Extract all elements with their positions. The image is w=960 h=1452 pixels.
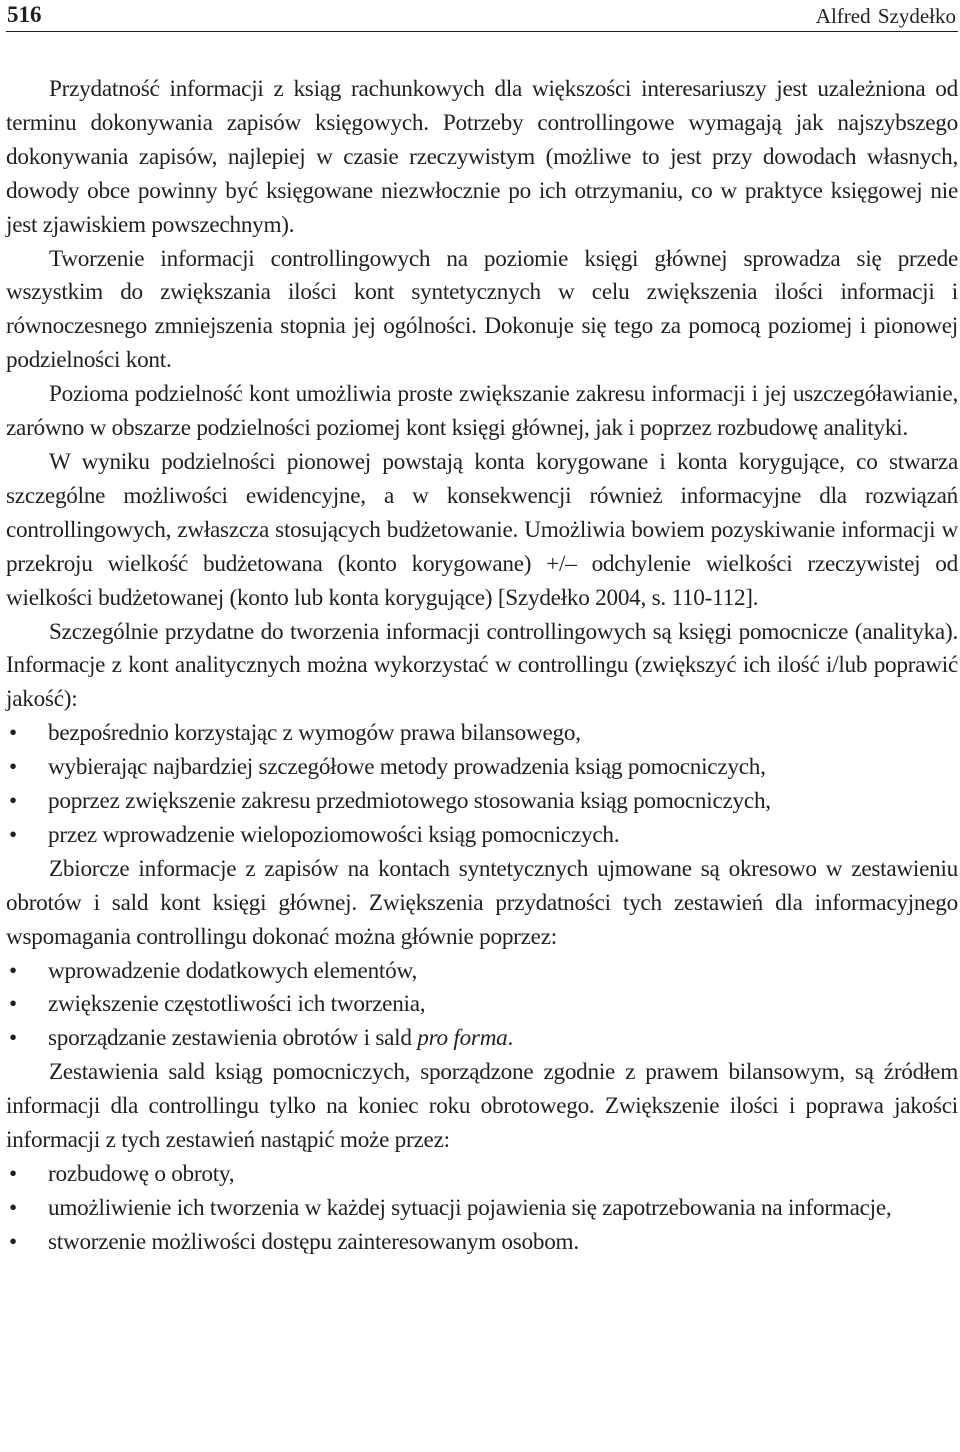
paragraph: W wyniku podzielności pionowej powstają konta korygowane i konta korygujące, co stwarza szczególne możliwości ewidencyjne, a w konsekwencji również informacyjne dla rozwiązań controllingowych, zwłaszcza stosujących budżetowanie. Umożliwia bowiem pozyskiwanie informacji w przekroju wielkość budżetowana (konto korygowane) +/– odchylenie wielkości rzeczywistej od wielkości budżetowanej (konto lub konta korygujące) [Szydełko 2004, s. 110-112]. <box>6 448 958 611</box>
list-item <box>6 819 958 853</box>
paragraph: Pozioma podzielność kont umożliwia proste zwiększanie zakresu informacji i jej uszczegóławianie, zarówno w obszarze podzielności poziomej kont księgi głównej, jak i poprzez rozbudowę analityki. <box>6 381 958 442</box>
bullet-list <box>6 717 958 853</box>
list-item-text: wprowadzenie dodatkowych elementów, <box>48 957 417 984</box>
paragraph: Przydatność informacji z ksiąg rachunkowych dla większości interesariuszy jest uzależniona od terminu dokonywania zapisów księgowych. Potrzeby controllingowe wymagają jak najszybszego dokonywania zapisów, najlepiej w czasie rzeczywistym (możliwe to jest przy dowodach własnych, dowody obce powinny być księgowane niezwłocznie po ich otrzymaniu, co w praktyce księgowej nie jest zjawiskiem powszechnym). <box>6 76 958 238</box>
list-item <box>6 785 958 819</box>
list-item-text: poprzez zwiększenie zakresu przedmiotowego stosowania ksiąg pomocniczych, <box>48 788 771 815</box>
list-item-text: przez wprowadzenie wielopoziomowości ksiąg pomocniczych. <box>48 821 620 848</box>
paragraph: Tworzenie informacji controllingowych na poziomie księgi głównej sprowadza się przede wszystkim do zwiększania ilości kont syntetycznych w celu zwiększenia ilości informacji i równoczesnego zmniejszenia stopnia jej ogólności. Dokonuje się tego za pomocą poziomej i pionowej podzielności kont. <box>6 245 958 374</box>
bullet-list <box>6 1158 958 1260</box>
list-item <box>6 955 958 989</box>
list-item <box>6 988 958 1022</box>
document-page <box>6 0 958 1255</box>
list-item-text: . <box>507 1025 514 1052</box>
list-item <box>6 1226 958 1260</box>
bullet-icon: • <box>9 957 17 984</box>
bullet-icon: • <box>9 754 17 781</box>
bullet-icon: • <box>9 991 17 1018</box>
list-item-text: zwiększenie częstotliwości ich tworzenia, <box>48 991 426 1018</box>
bullet-icon: • <box>9 1161 17 1187</box>
body-text <box>6 73 958 1260</box>
bullet-icon: • <box>9 720 17 747</box>
page-number: 516 <box>7 2 42 27</box>
bullet-icon: • <box>9 821 17 848</box>
list-item <box>6 1022 958 1056</box>
list-item-text: umożliwienie ich tworzenia w każdej sytuacji pojawienia się zapotrzebowania na informacje, <box>48 1194 892 1221</box>
list-item <box>6 751 958 785</box>
bullet-icon: • <box>9 1228 17 1255</box>
bullet-list <box>6 955 958 1057</box>
list-item <box>6 1192 958 1226</box>
bullet-icon: • <box>9 788 17 815</box>
bullet-icon: • <box>9 1025 17 1052</box>
list-item-text: bezpośrednio korzystając z wymogów prawa bilansowego, <box>48 720 581 747</box>
list-item-text: stworzenie możliwości dostępu zainteresowanym osobom. <box>48 1228 579 1255</box>
running-head-author: Alfred Szydełko <box>815 4 956 28</box>
list-item-text: wybierając najbardziej szczegółowe metody prowadzenia ksiąg pomocniczych, <box>48 754 766 781</box>
paragraph: Szczególnie przydatne do tworzenia informacji controllingowych są księgi pomocnicze (analityka). Informacje z kont analitycznych można wykorzystać w controllingu (zwiększyć ich ilość i/lub poprawić jakość): <box>6 618 958 713</box>
bullet-icon: • <box>9 1194 17 1221</box>
paragraph: Zestawienia sald ksiąg pomocniczych, sporządzone zgodnie z prawem bilansowym, są źródłem informacji dla controllingu tylko na koniec roku obrotowego. Zwiększenie ilości i poprawa jakości informacji z tych zestawień nastąpić może przez: <box>6 1059 958 1154</box>
list-item <box>6 1158 958 1192</box>
paragraph: Zbiorcze informacje z zapisów na kontach syntetycznych ujmowane są okresowo w zestawieniu obrotów i sald kont księgi głównej. Zwiększenia przydatności tych zestawień dla informacyjnego wspomagania controllingu dokonać można głównie poprzez: <box>6 855 958 950</box>
list-item-text: sporządzanie zestawienia obrotów i sald <box>48 1025 418 1052</box>
running-header <box>6 0 958 32</box>
italic-term: pro forma <box>417 1025 508 1052</box>
list-item <box>6 717 958 751</box>
list-item-text: rozbudowę o obroty, <box>48 1161 235 1187</box>
